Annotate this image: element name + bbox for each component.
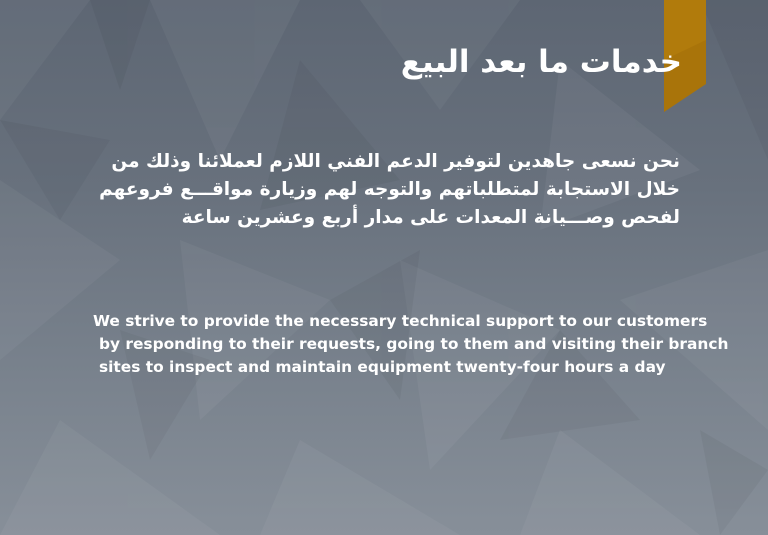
english-line: sites to inspect and maintain equipment twenty-four hours a day [99, 358, 666, 376]
arabic-description: نحن نسعى جاهدين لتوفير الدعم الفني اللازم لعملائنا وذلك من خلال الاستجابة لمتطلباتهم والتوجه لهم وزيارة مواقـــع فروعهم لفحص وصـــيانة المعدات على مدار أربع وعشرين ساعة [99, 151, 680, 228]
english-description [93, 310, 741, 379]
page-title: خدمات ما بعد البيع [400, 44, 682, 80]
english-line: We strive to provide the necessary technical support to our customers [93, 312, 708, 330]
english-line: by responding to their requests, going to them and visiting their branch [99, 335, 729, 353]
